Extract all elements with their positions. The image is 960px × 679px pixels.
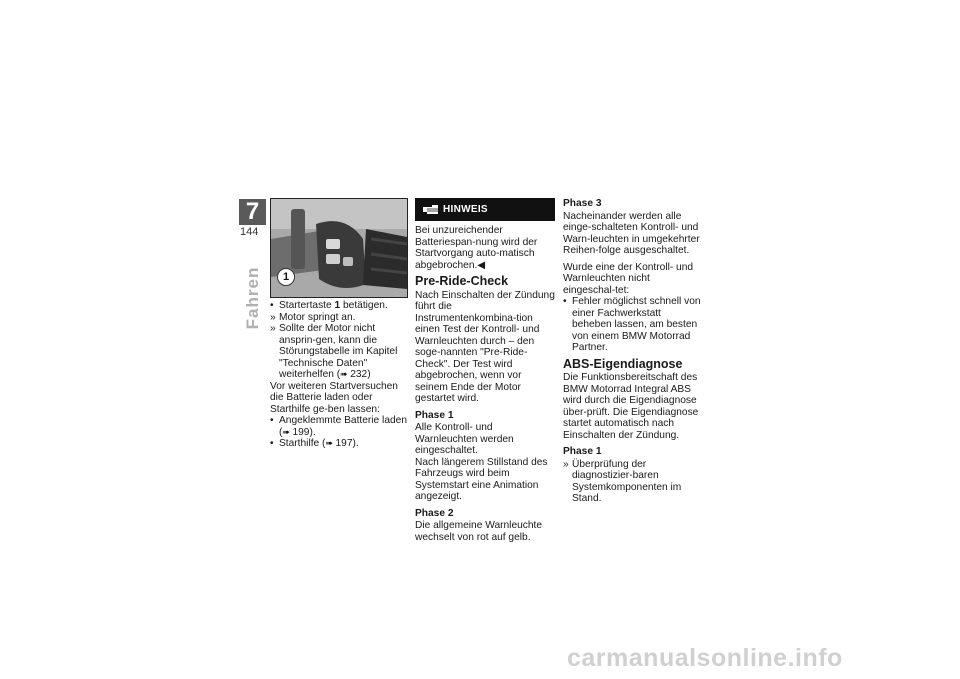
list-item: • Startertaste 1 betätigen.	[270, 300, 388, 311]
page-ref-link[interactable]: 232)	[350, 369, 371, 380]
section-heading: ABS-Eigendiagnose	[563, 356, 683, 371]
list-item: » Motor springt an.	[270, 311, 356, 323]
note-label: HINWEIS	[443, 204, 488, 215]
paragraph: Nach Einschalten der Zündung führt die Instrumentenkombina-tion einen Test der Kontroll- und Warnleuchten durch – den soge-nannten "Pre-Ride-Check". Der Test wird abgebrochen, wenn vor seinem Ende der Motor gestartet wird.	[415, 289, 555, 404]
column-right	[563, 198, 703, 505]
chapter-number: 7	[239, 199, 266, 225]
paragraph: Wurde eine der Kontroll- und Warnleuchten nicht eingeschal-tet:	[563, 261, 694, 296]
chapter-side-label: Fahren	[243, 266, 262, 330]
page-ref-arrow-icon: ➠	[282, 426, 293, 437]
list-item: » Überprüfung der diagnostizier-baren Systemkomponenten im Stand.	[563, 458, 682, 504]
phase-heading: Phase 3	[563, 198, 602, 209]
callout-marker: 1	[277, 268, 295, 286]
phase-heading: Phase 1	[415, 409, 454, 421]
page-ref-arrow-icon: ➠	[325, 438, 336, 448]
page-number: 144	[240, 226, 259, 238]
note-box-header	[415, 198, 555, 221]
paragraph: Die allgemeine Warnleuchte wechselt von rot auf gelb.	[415, 520, 543, 543]
pointing-hand-icon	[423, 204, 439, 215]
column-middle	[415, 198, 555, 543]
paragraph: Nacheinander werden alle einge-schalteten Kontroll- und Warn-leuchten in umgekehrter Reihen-folge ausgeschaltet.	[563, 210, 700, 256]
paragraph: Alle Kontroll- und Warnleuchten werden eingeschaltet.	[415, 422, 514, 456]
paragraph: Vor weiteren Startversuchen die Batterie laden oder Starthilfe ge-ben lassen:	[270, 380, 398, 415]
page-ref-link[interactable]: 199).	[292, 426, 316, 438]
phase-heading: Phase 2	[415, 507, 454, 519]
column-left	[270, 300, 410, 450]
paragraph: Die Funktionsbereitschaft des BMW Motorrad Integral ABS wird durch die Eigendiagnose über-prüft. Die Eigendiagnose startet automatisch nach Einschalten der Zündung.	[563, 372, 699, 441]
watermark: carmanualsonline.info	[567, 644, 843, 672]
page-ref-arrow-icon: ➠	[340, 369, 351, 379]
phase-heading: Phase 1	[563, 446, 602, 457]
note-text: Bei unzureichender Batteriespan-nung wird der Startvorgang auto-matisch abgebrochen.◀	[415, 225, 538, 271]
list-item: • Fehler möglichst schnell von einer Fachwerkstatt beheben lassen, am besten von einem BMW Motorrad Partner.	[563, 296, 701, 353]
list-item: • Starthilfe (➠ 197).	[270, 438, 359, 449]
list-item: • Angeklemmte Batterie laden (➠ 199).	[270, 415, 407, 438]
list-item: » Sollte der Motor nicht ansprin-gen, kann die Störungstabelle im Kapitel "Technische Daten" weiterhelfen (➠ 232)	[270, 323, 398, 380]
section-heading: Pre-Ride-Check	[415, 274, 509, 288]
page-ref-link[interactable]: 197).	[335, 438, 359, 449]
paragraph: Nach längerem Stillstand des Fahrzeugs wird beim Systemstart eine Animation angezeigt.	[415, 456, 548, 502]
